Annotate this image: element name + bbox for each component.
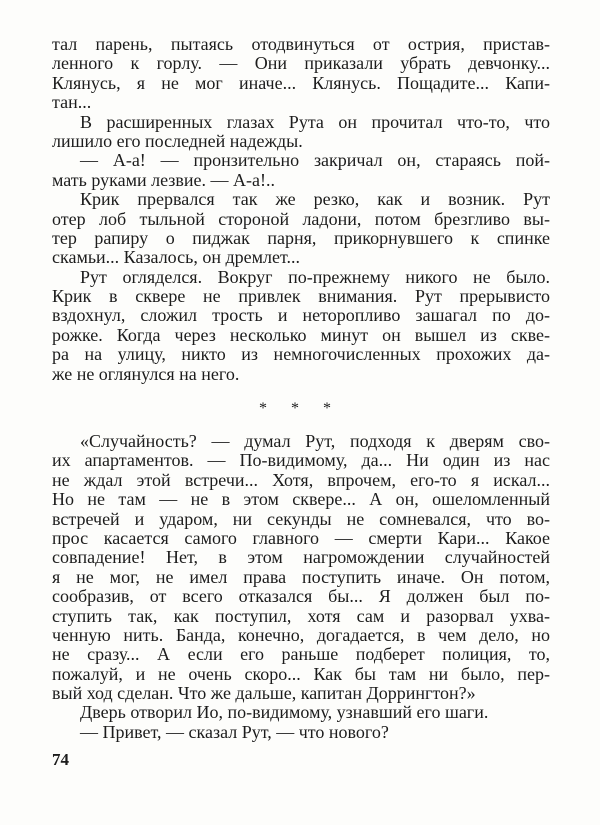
text-line: отер лоб тыльной стороной ладони, потом брезгливо вы-: [52, 208, 550, 229]
paragraph: [52, 190, 550, 268]
paragraph: [52, 432, 550, 703]
text-line: тал парень, пытаясь отодвинуться от острия, пристав-: [52, 34, 550, 54]
paragraph: [52, 35, 550, 113]
text-line: прос касается самого главного — смерти Кари... Какое: [52, 527, 550, 548]
text-line: Рут огляделся. Вокруг по-прежнему никого не было.: [80, 266, 550, 287]
text-line: — А-а! — пронзительно закричал он, стараясь пой-: [80, 150, 550, 171]
text-line: не сразу... А если его раньше подберет полиция, то,: [52, 644, 550, 665]
text-line: Крик в сквере не привлек внимания. Рут прерывисто: [52, 286, 550, 307]
text-line: их апартаментов. — По-видимому, да... Ни один из нас: [52, 450, 550, 471]
text-line: я не мог, не имел права поступить иначе. Он потом,: [52, 566, 550, 587]
paragraph: [52, 703, 550, 722]
text-line: Крик прервался так же резко, как и возник. Рут: [80, 189, 550, 210]
paragraph: [52, 723, 550, 742]
text-line: встречей и ударом, ни секунды не сомневался, что во-: [52, 508, 550, 529]
text-line: лишило его последней надежды.: [52, 130, 303, 151]
text-line: вый ход сделан. Что же дальше, капитан Доррингтон?»: [52, 683, 476, 704]
text-section-2: [52, 432, 550, 742]
text-line: сообразив, от всего отказался бы... Я должен был по-: [52, 586, 550, 607]
text-line: рожке. Когда через несколько минут он вышел из скве-: [52, 324, 550, 345]
text-line: тан...: [52, 92, 92, 113]
text-line: вздохнул, сложил трость и неторопливо зашагал по до-: [52, 305, 550, 326]
text-line: «Случайность? — думал Рут, подходя к дверям сво-: [80, 431, 550, 451]
text-line: же не оглянулся на него.: [52, 363, 240, 384]
paragraph: [52, 151, 550, 190]
text-line: ченную нить. Банда, конечно, догадается, в чем дело, но: [52, 624, 550, 645]
text-line: ступить так, как поступил, хотя сам и разорвал ухва-: [52, 605, 550, 626]
text-line: совпадение! Нет, в этом нагромождении случайностей: [52, 547, 550, 568]
page-number: 74: [52, 750, 69, 769]
paragraph: [52, 113, 550, 152]
text-line: — Привет, — сказал Рут, — что нового?: [80, 721, 389, 742]
text-line: Но не там — не в этом сквере... А он, ошеломленный: [52, 489, 550, 510]
text-line: В расширенных глазах Рута он прочитал что-то, что: [80, 111, 550, 132]
section-separator: * * *: [259, 400, 341, 417]
text-line: пожалуй, и не очень скоро... Как бы там ни было, пер-: [52, 663, 550, 684]
text-line: ленного к горлу. — Они приказали убрать девчонку...: [52, 53, 550, 74]
paragraph: [52, 268, 550, 384]
text-line: мать руками лезвие. — А-а!..: [52, 169, 276, 190]
text-line: ра на улицу, никто из немногочисленных прохожих да-: [52, 344, 550, 365]
text-line: Дверь отворил Ио, по-видимому, узнавший его шаги.: [80, 702, 489, 723]
text-section-1: [52, 35, 550, 384]
text-line: скамьи... Казалось, он дремлет...: [52, 247, 300, 268]
text-line: Клянусь, я не мог иначе... Клянусь. Пощадите... Капи-: [52, 72, 550, 93]
text-line: не ждал этой встречи... Хотя, впрочем, его-то я искал...: [52, 469, 550, 490]
text-line: тер рапиру о пиджак парня, прикорнувшего к спинке: [52, 227, 550, 248]
